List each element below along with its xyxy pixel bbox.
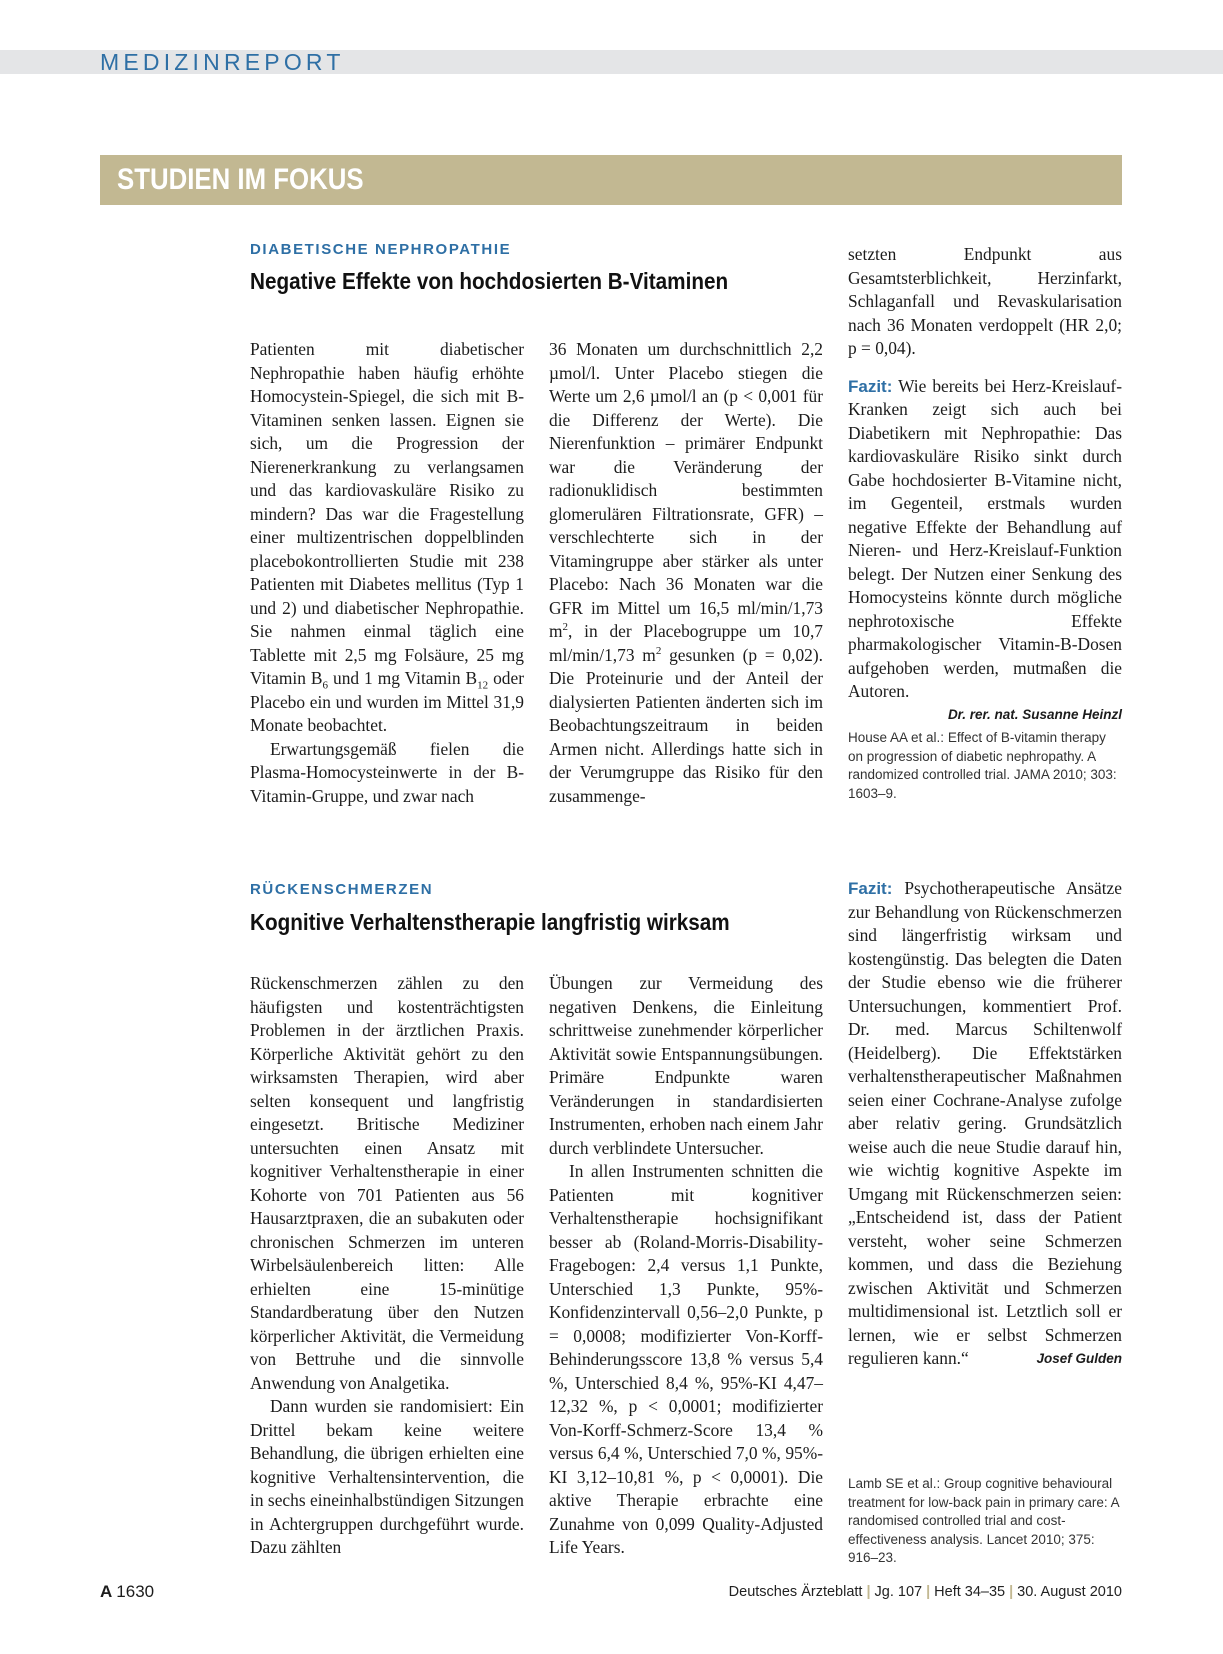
article2-paragraph-3: Übungen zur Vermeidung des negativen Denkens, die Einleitung schrittweise zunehmender körperlicher Aktivität sowie Entspannungsübungen. Primäre Endpunkte waren Veränderungen in standardisierten Instrumenten, erhoben nach einem Jahr durch verblindete Untersucher. [549, 973, 823, 1158]
article2-column-2 [549, 972, 823, 1560]
banner-title: STUDIEN IM FOKUS [117, 163, 364, 196]
article2-kicker: RÜCKENSCHMERZEN [250, 881, 434, 898]
article2-column-3 [848, 877, 1122, 1371]
article1-column-2 [549, 338, 823, 808]
section-banner [100, 155, 1122, 205]
article1-column-1 [250, 338, 524, 808]
section-label: MEDIZINREPORT [100, 49, 345, 75]
fazit-label: Fazit: [848, 376, 893, 396]
article1-paragraph-4: setzten Endpunkt aus Gesamtsterblichkeit, Herzinfarkt, Schlaganfall und Revaskularisation nach 36 Monaten verdoppelt (HR 2,0; p = 0,04). [848, 244, 1122, 358]
article2-column-1 [250, 972, 524, 1560]
fazit-label: Fazit: [848, 879, 893, 898]
article2-paragraph-4: In allen Instrumenten schnitten die Patienten mit kognitiver Verhaltenstherapie hochsignifikant besser ab (Roland-Morris-Disability-Fragebogen: 2,4 versus 1,1 Punkte, Unterschied 1,3 Punkte, 95%-Konfidenzintervall 0,56–2,0 Punkte, p = 0,0008; modifizierter Von-Korff-Behinderungsscore 13,8 % versus 5,4 %, Unterschied 8,4 %, 95%-KI 4,47–12,32 %, p < 0,0001; modifizierter Von-Korff-Schmerz-Score 13,4 % versus 6,4 %, Unterschied 7,0 %, 95%-KI 3,12–10,81 %, p < 0,0001). Die aktive Therapie erbrachte eine Zunahme von 0,099 Quality-Adjusted Life Years. [549, 1161, 823, 1557]
article1-paragraph-1: Patienten mit diabetischer Nephropathie haben häufig erhöhte Homocystein-Spiegel, die sich mit B-Vitaminen senken lassen. Eignen sie sich, um die Progression der Nierenerkrankung zu verlangsamen und das kardiovaskuläre Risiko zu mindern? Das war die Fragestellung einer multizentrischen doppelblinden placebokontrollierten Studie mit 238 Patienten mit Diabetes mellitus (Typ 1 und 2) und diabetischer Nephropathie. Sie nahmen einmal täglich eine Tablette mit 2,5 mg Folsäure, 25 mg Vitamin $B_6$ und 1 mg Vitamin $B_{12}$ oder Placebo ein und wurden im Mittel 31,9 Monate beobachtet. [250, 339, 524, 735]
article1-paragraph-2: Erwartungsgemäß fielen die Plasma-Homocysteinwerte in der B-Vitamin-Gruppe, und zwar nach [250, 738, 524, 806]
page-number: A 1630 [100, 1582, 155, 1601]
article1-reference: House AA et al.: Effect of B-vitamin therapy on progression of diabetic nephropathy. A randomized controlled trial. JAMA 2010; 303: 1603–9. [848, 730, 1117, 801]
article1-kicker: DIABETISCHE NEPHROPATHIE [250, 241, 512, 258]
article2-paragraph-2: Dann wurden sie randomisiert: Ein Drittel bekam keine weitere Behandlung, die übrigen erhielten eine kognitive Verhaltensintervention, die in sechs eineinhalbstündigen Sitzungen in Achtergruppen durchgeführt wurde. Dazu zählten [250, 1396, 524, 1557]
article2-paragraph-1: Rückenschmerzen zählen zu den häufigsten und kostenträchtigsten Problemen in der ärztlichen Praxis. Körperliche Aktivität gehört zu den wirksamsten Therapien, wird aber selten konsequent und langfristig eingesetzt. Britische Mediziner untersuchten einen Ansatz mit kognitiver Verhaltenstherapie in einer Kohorte von 701 Patienten aus 56 Hausarztpraxen, die an subakuten oder chronischen Schmerzen im unteren Wirbelsäulenbereich litten: Alle erhielten eine 15-minütige Standardberatung über den Nutzen körperlicher Aktivität, die Vermeidung von Bettruhe und die sinnvolle Anwendung von Analgetika. [250, 973, 524, 1393]
article2-author: Josef Gulden [1036, 1351, 1122, 1366]
article1-author: Dr. rer. nat. Susanne Heinzl [947, 706, 1122, 722]
journal-info: Deutsches Ärzteblatt | Jg. 107 | Heft 34–35 | 30. August 2010 [728, 1584, 1122, 1600]
article1-column-3 [848, 243, 1122, 725]
article2-fazit: Fazit: Psychotherapeutische Ansätze zur Behandlung von Rückenschmerzen sind längerfristig wirksam und kostengünstig. Das belegten die Daten der Studie ebenso wie die früherer Untersuchungen, kommentiert Prof. Dr. med. Marcus Schiltenwolf (Heidelberg). Die Effektstärken verhaltenstherapeutischer Maßnahmen seien einer Cochrane-Analyse zufolge aber relativ gering. Grundsätzlich weise auch die neue Studie darauf hin, wie wichtig kognitive Aspekte im Umgang mit Rückenschmerzen seien: „Entscheidend ist, dass der Patient versteht, woher seine Schmerzen kommen, und dass die Beziehung zwischen Aktivität und Schmerzen multidimensional ist. Letztlich soll er lernen, wie er selbst Schmerzen regulieren kann.“ Josef Gulden [848, 877, 1122, 1371]
article1-paragraph-3: 36 Monaten um durchschnittlich 2,2 µmol/l. Unter Placebo stiegen die Werte um 2,6 µmol/l an (p < 0,001 für die Differenz der Werte). Die Nierenfunktion – primärer Endpunkt war die Veränderung der radionuklidisch bestimmten glomerulären Filtrationsrate, GFR) – verschlechterte sich in der Vitamingruppe aber stärker als unter Placebo: Nach 36 Monaten war die GFR im Mittel um 16,5 ml/min/1,73 $m^2$, in der Placebogruppe um 10,7 ml/min/1,73 $m^2$ gesunken (p = 0,02). Die Proteinurie und der Anteil der dialysierten Patienten änderten sich im Beobachtungszeitraum in beiden Armen nicht. Allerdings hatte sich in der Verumgruppe das Risiko für den zusammenge- [549, 339, 823, 806]
article1-fazit: Fazit: Wie bereits bei Herz-Kreislauf-Kranken zeigt sich auch bei Diabetikern mit Nephropathie: Das kardiovaskuläre Risiko sinkt durch Gabe hochdosierter B-Vitamine nicht, im Gegenteil, erstmals wurden negative Effekte der Behandlung auf Nieren- und Herz-Kreislauf-Funktion belegt. Der Nutzen einer Senkung des Homocysteins könnte durch mögliche nephrotoxische Effekte pharmakologischer Vitamin-B-Dosen aufgehoben werden, mutmaßen die Autoren. [848, 375, 1122, 701]
article2-reference: Lamb SE et al.: Group cognitive behavioural treatment for low-back pain in primary care: A randomised controlled trial and cost-effectiveness analysis. Lancet 2010; 375: 916–23. [848, 1476, 1119, 1565]
article1-headline: Negative Effekte von hochdosierten B-Vitaminen [250, 268, 729, 294]
article2-headline: Kognitive Verhaltenstherapie langfristig wirksam [250, 909, 730, 935]
